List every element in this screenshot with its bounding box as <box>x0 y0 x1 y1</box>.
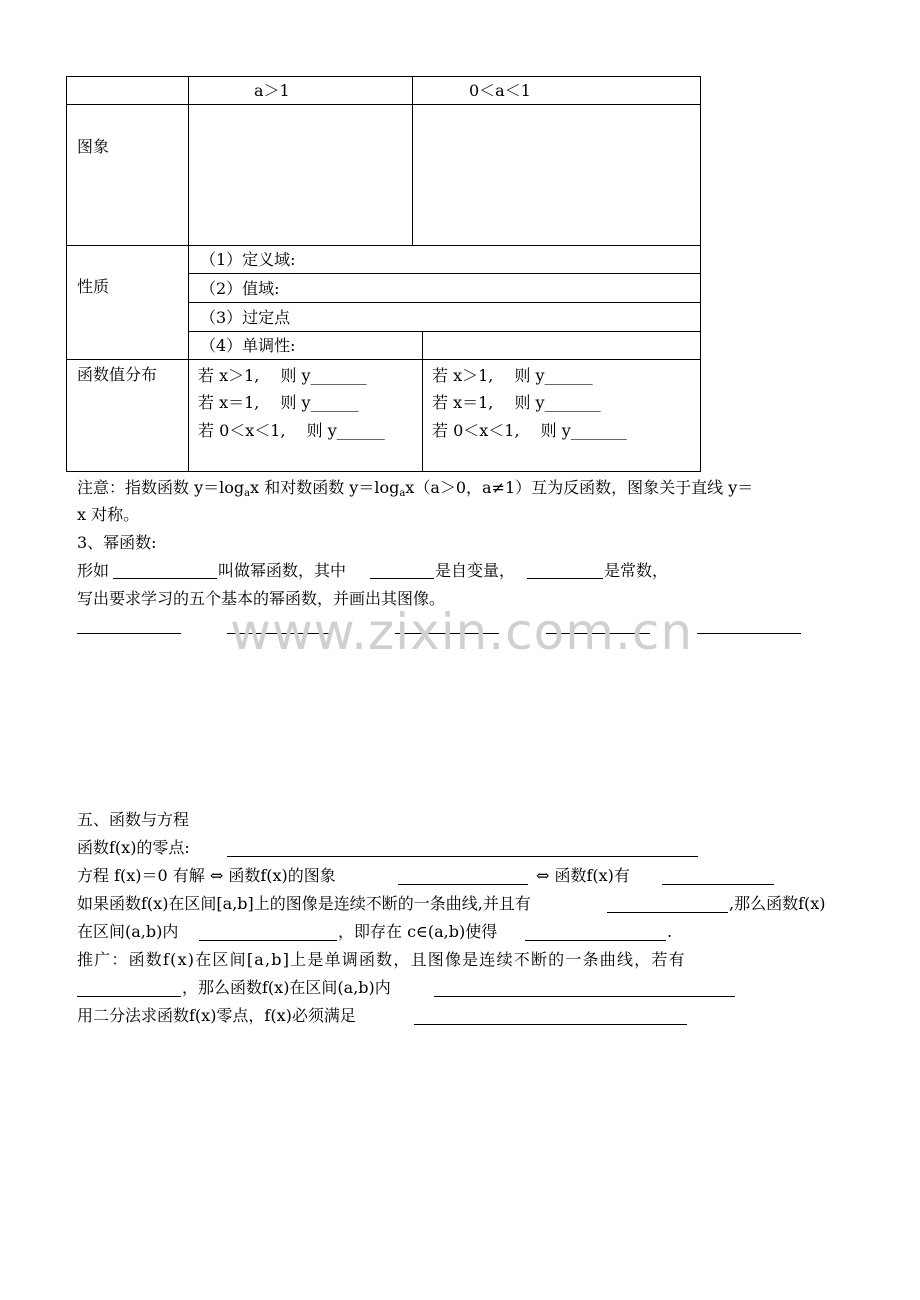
bisect-text: 用二分法求函数f(x)零点，f(x)必须满足 <box>77 1006 356 1025</box>
dist-left-3: 若 0＜x＜1, 则 y______ <box>198 421 385 440</box>
note-text: x 和对数函数 y＝log <box>250 478 400 497</box>
blank-line <box>525 940 666 941</box>
note-text: x（a＞0，a≠1）互为反函数，图象关于直线 y＝ <box>405 478 754 497</box>
row-label-graph: 图象 <box>77 137 110 156</box>
property-monotonicity: （4）单调性: <box>200 336 296 355</box>
header-a-between: 0＜a＜1 <box>469 81 531 100</box>
blank-line <box>434 996 735 997</box>
table-border-top <box>66 76 701 77</box>
if-text-1: 如果函数f(x)在区间[a,b]上的图像是连续不断的一条曲线,并且有 <box>77 894 531 913</box>
power-heading: 3、幂函数: <box>77 533 157 552</box>
row-label-properties: 性质 <box>77 277 110 296</box>
zero-label: 函数f(x)的零点: <box>77 838 190 857</box>
if-text-5: . <box>667 922 673 941</box>
section5-heading: 五、函数与方程 <box>77 810 190 829</box>
table-line <box>66 104 701 105</box>
table-line <box>412 76 413 246</box>
power-def-4: 是常数， <box>604 561 669 580</box>
note-text: 注意：指数函数 y＝log <box>77 478 245 497</box>
table-border-right <box>700 76 701 472</box>
dist-left-1: 若 x＞1, 则 y_______ <box>198 366 367 385</box>
dist-left-2: 若 x＝1, 则 y______ <box>198 393 359 412</box>
power-def-1: 形如 <box>77 561 110 580</box>
table-line <box>66 359 701 360</box>
table-line <box>188 331 701 332</box>
blank-line <box>77 996 181 997</box>
property-range: （2）值域: <box>200 279 280 298</box>
blank-line <box>527 578 603 579</box>
note-line-2: x 对称。 <box>77 505 140 524</box>
power-task: 写出要求学习的五个基本的幂函数，并画出其图像。 <box>77 589 446 608</box>
watermark: www.zixin.com.cn <box>230 603 694 661</box>
eq-text-2: ⇔ 函数f(x)有 <box>536 866 630 885</box>
blank-line <box>398 884 528 885</box>
blank-line <box>414 1024 687 1025</box>
table-line <box>422 331 423 472</box>
table-line <box>188 76 189 472</box>
blank-line <box>227 856 698 857</box>
blank-line <box>607 912 728 913</box>
table-border-left <box>66 76 67 472</box>
dist-right-1: 若 x＞1, 则 y______ <box>432 366 593 385</box>
row-label-distribution: 函数值分布 <box>77 365 158 384</box>
blank-line <box>113 578 217 579</box>
table-line <box>66 245 701 246</box>
property-fixed-point: （3）过定点 <box>200 308 291 327</box>
blank-line <box>199 940 337 941</box>
power-def-2: 叫做幂函数，其中 <box>218 561 347 580</box>
note-line-1 <box>77 478 753 504</box>
table-line <box>188 273 701 274</box>
if-text-3: 在区间(a,b)内 <box>77 922 179 941</box>
blank-line <box>662 884 774 885</box>
header-a-gt-1: a＞1 <box>254 81 290 100</box>
property-domain: （1）定义域: <box>200 250 296 269</box>
power-function-blank-1 <box>77 633 181 634</box>
dist-right-3: 若 0＜x＜1, 则 y_______ <box>432 421 627 440</box>
eq-text-1: 方程 f(x)＝0 有解 ⇔ 函数f(x)的图象 <box>77 866 336 885</box>
blank-line <box>370 578 434 579</box>
power-function-blank-5 <box>697 633 801 634</box>
table-border-bottom <box>66 471 701 472</box>
log-base: a <box>399 488 406 499</box>
gen-text-1: 推广：函数f(x)在区间[a,b]上是单调函数，且图像是连续不断的一条曲线，若有 <box>77 950 686 969</box>
table-line <box>188 302 701 303</box>
if-text-2: ,那么函数f(x) <box>729 894 826 913</box>
dist-right-2: 若 x＝1, 则 y_______ <box>432 393 601 412</box>
log-base: a <box>244 488 251 499</box>
if-text-4: ，即存在 c∈(a,b)使得 <box>338 922 498 941</box>
power-def-3: 是自变量， <box>435 561 516 580</box>
gen-text-2: ，那么函数f(x)在区间(a,b)内 <box>182 978 391 997</box>
